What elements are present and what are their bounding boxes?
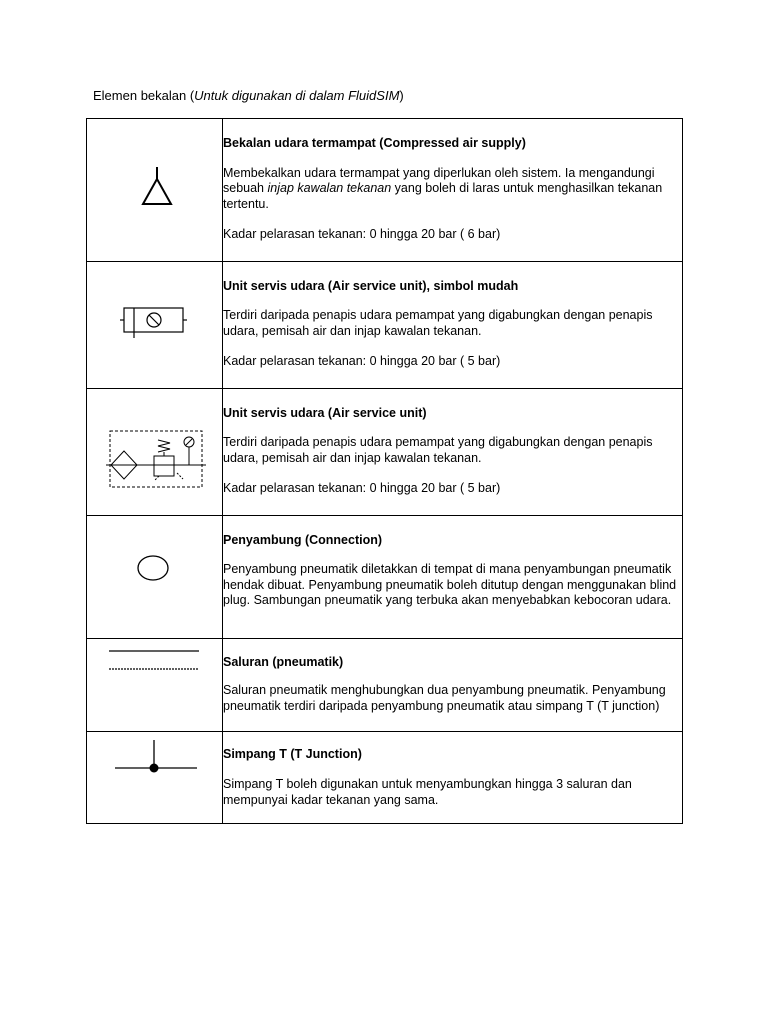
air-service-unit-simple-symbol xyxy=(87,262,222,384)
item-title: Unit servis udara (Air service unit), simbol mudah xyxy=(223,278,519,293)
item-description: Penyambung pneumatik diletakkan di tempat di mana penyambungan pneumatik hendak dibuat. Penyambung pneumatik boleh ditutup dengan menggunakan blind plug. Sambungan pneumatik yang terbuka akan menyebabkan kebocoran udara. xyxy=(223,562,677,607)
description-cell xyxy=(223,261,683,388)
item-pressure-range: Kadar pelarasan tekanan: 0 hingga 20 bar ( 5 bar) xyxy=(223,354,501,368)
item-pressure-range: Kadar pelarasan tekanan: 0 hingga 20 bar ( 5 bar) xyxy=(223,481,501,495)
symbol-cell xyxy=(87,119,223,262)
symbol-cell xyxy=(87,388,223,515)
item-description: Saluran pneumatik menghubungkan dua penyambung pneumatik. Penyambung pneumatik terdiri daripada penyambung pneumatik atau simpang T (T junction) xyxy=(223,683,666,713)
item-title: Penyambung (Connection) xyxy=(223,532,383,547)
item-title: Bekalan udara termampat (Compressed air supply) xyxy=(223,136,526,150)
symbol-cell xyxy=(87,261,223,388)
item-description-text: Membekalkan udara termampat yang diperlukan oleh sistem. Ia mengandungi sebuah xyxy=(223,165,655,195)
t-junction-symbol xyxy=(87,732,222,824)
pneumatic-line-symbol xyxy=(87,639,222,732)
item-description: Terdiri daripada penapis udara pemampat yang digabungkan dengan penapis udara, pemisah air dan injap kawalan tekanan. xyxy=(223,308,653,338)
table-row xyxy=(87,638,683,731)
page-title xyxy=(93,88,404,104)
symbol-cell xyxy=(87,515,223,638)
description-cell xyxy=(223,731,683,824)
description-cell xyxy=(223,638,683,731)
page-title-prefix: Elemen bekalan ( xyxy=(93,88,195,103)
symbol-cell xyxy=(87,638,223,731)
item-description-emphasis: injap kawalan tekanan xyxy=(267,181,392,195)
table-row xyxy=(87,731,683,824)
item-title: Unit servis udara (Air service unit) xyxy=(223,405,427,420)
item-description: Terdiri daripada penapis udara pemampat yang digabungkan dengan penapis udara, pemisah air dan injap kawalan tekanan. xyxy=(223,435,653,465)
table-row xyxy=(87,388,683,515)
table-row xyxy=(87,119,683,262)
supply-elements-table xyxy=(86,118,683,824)
page-title-suffix: ) xyxy=(399,88,404,103)
item-description: Simpang T boleh digunakan untuk menyambungkan hingga 3 saluran dan mempunyai kadar tekanan yang sama. xyxy=(223,777,632,807)
item-title: Saluran (pneumatik) xyxy=(223,654,344,669)
description-cell xyxy=(223,388,683,515)
item-title: Simpang T (T Junction) xyxy=(223,746,362,761)
description-cell xyxy=(223,515,683,638)
air-service-unit-detailed-symbol xyxy=(87,389,222,512)
item-description xyxy=(223,166,682,213)
table-row xyxy=(87,261,683,388)
table-row xyxy=(87,515,683,638)
compressed-air-supply-symbol xyxy=(87,119,222,258)
page-title-emphasis: Untuk digunakan di dalam FluidSIM xyxy=(194,88,400,103)
item-pressure-range: Kadar pelarasan tekanan: 0 hingga 20 bar ( 6 bar) xyxy=(223,227,501,241)
symbol-cell xyxy=(87,731,223,824)
connection-symbol xyxy=(87,516,222,639)
item-description-text: yang boleh di laras untuk menghasilkan tekanan tertentu. xyxy=(223,181,663,211)
description-cell xyxy=(223,119,683,262)
